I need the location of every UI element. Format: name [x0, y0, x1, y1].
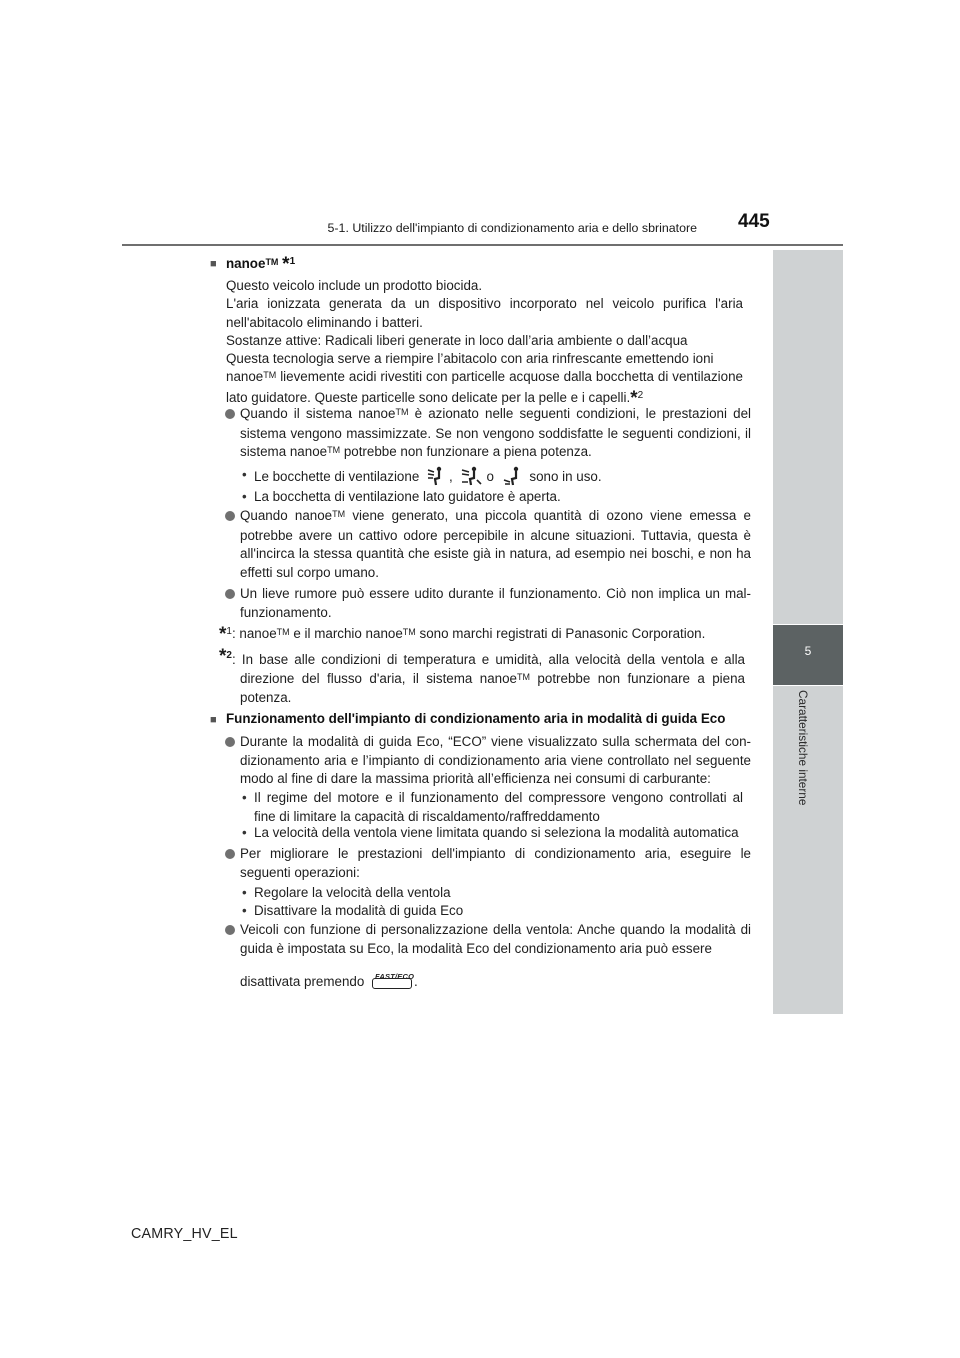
fast-eco-button-icon: FAST/ECO	[370, 968, 412, 992]
bullet-fan-custom: Veicoli con funzione di personalizzazione della ventola: Anche quando la modalità di guida è impostata su Eco, la modalità Eco del condizionamento aria può essere	[240, 921, 751, 958]
bullet-noise: Un lieve rumore può essere udito durante il funzionamento. Ciò non implica un mal-funzionamento.	[240, 585, 751, 622]
footnote-star: *	[282, 254, 290, 275]
header-section-title: 5-1. Utilizzo dell'impianto di condizionamento aria e dello sbrinatore	[327, 221, 697, 235]
bullet-ozone: Quando nanoe™ viene generato, una piccola quantità di ozono viene emessa e potrebbe avere un cattivo odore percepibile in alcune situazioni. Tuttavia, questa è all'incirca la stessa quantità che esiste già in natura, ad esempio nei boschi, e non ha effetti sul corpo umano.	[240, 507, 751, 582]
sub-bullet-adjust-fan: • Regolare la velocità della ventola	[242, 885, 451, 900]
round-bullet	[225, 925, 235, 935]
round-bullet	[225, 511, 235, 521]
side-tab-upper	[773, 250, 843, 624]
chapter-number: 5	[804, 644, 812, 658]
round-bullet	[225, 589, 235, 599]
tm-mark: TM	[265, 257, 279, 267]
bullet-improve: Per migliorare le prestazioni dell'impianto di condizionamento aria, eseguire le seguenti operazioni:	[240, 845, 751, 882]
square-bullet: ■	[210, 258, 217, 270]
intro-line-3: Sostanze attive: Radicali liberi generate in loco dall’aria ambiente o dall’acqua	[226, 333, 688, 348]
bullet-eco-mode: Durante la modalità di guida Eco, “ECO” viene visualizzato sulla schermata del con-dizionamento aria e l’impianto di condizionamento aria viene controllato nel seguente modo al fine di dare la massima priorità all’efficienza nei consumi di carburante:	[240, 733, 751, 789]
eco-heading: ■ Funzionamento dell'impianto di condizionamento aria in modalità di guida Eco	[226, 710, 756, 729]
sub-bullet-vents: • Le bocchette di ventilazione , o sono in uso.	[242, 467, 602, 484]
sub-bullet-driver-vent: • La bocchetta di ventilazione lato guidatore è aperta.	[242, 489, 561, 504]
round-bullet	[225, 737, 235, 747]
intro-line-2: L'aria ionizzata generata da un dispositivo incorporato nel veicolo purifica l'aria nell'abitacolo eliminando i batteri.	[226, 296, 743, 330]
chapter-title: Caratteristiche interne	[796, 690, 810, 806]
sub-bullet-disable-eco: • Disattivare la modalità di guida Eco	[242, 903, 464, 918]
header-rule	[122, 244, 843, 246]
round-bullet	[225, 409, 235, 419]
bullet-nanoe-conditions: Quando il sistema nanoe™ è azionato nelle seguenti condizioni, le prestazioni del sistema vengono massimizzate. Se non vengono soddisfatte le seguenti condizioni, il sistema nanoe™ potrebbe non funzionare a piena potenza.	[240, 405, 751, 463]
nanoe-heading: ■ nanoe™ *$^1$	[210, 254, 296, 275]
intro-line-5: nanoe™ lievemente acidi rivestiti con particelle acquose dalla bocchetta di ventilazione lato guidatore. Queste particelle sono delicate per la pelle e i capelli.*$^2$	[226, 369, 743, 409]
footer-code: CAMRY_HV_EL	[131, 1226, 238, 1242]
footnote-1: *$^1$: nanoe™ e il marchio nanoe™ sono marchi registrati di Panasonic Corporation.	[219, 624, 706, 645]
footnote-2: : In base alle condizioni di temperatura e umidità, alla velocità della ventola e alla direzione del flusso d'aria, il sistema nanoe™ potrebbe non funzionare a piena potenza.	[232, 652, 745, 706]
vent-face-feet-icon	[460, 466, 482, 486]
square-bullet: ■	[210, 714, 217, 726]
bullet-fan-custom-end: disattivata premendo FAST/ECO .	[240, 968, 540, 993]
footnote-2-star: *$^2$	[219, 646, 232, 667]
intro-line-4: Questa tecnologia serve a riempire l’abitacolo con aria rinfrescante emettendo ioni	[226, 351, 714, 366]
sub-bullet-engine: • Il regime del motore e il funzionamento del compressore vengono controllati al fine di limitare la capacità di riscaldamento/raffreddamento	[242, 790, 743, 824]
round-bullet	[225, 849, 235, 859]
sub-bullet-fan-speed: • La velocità della ventola viene limitata quando si seleziona la modalità automatica	[242, 825, 739, 840]
vent-feet-icon	[502, 466, 522, 486]
page-number: 445	[738, 211, 770, 232]
intro-line-1: Questo veicolo include un prodotto biocida.	[226, 278, 483, 293]
vent-face-icon	[427, 466, 445, 486]
